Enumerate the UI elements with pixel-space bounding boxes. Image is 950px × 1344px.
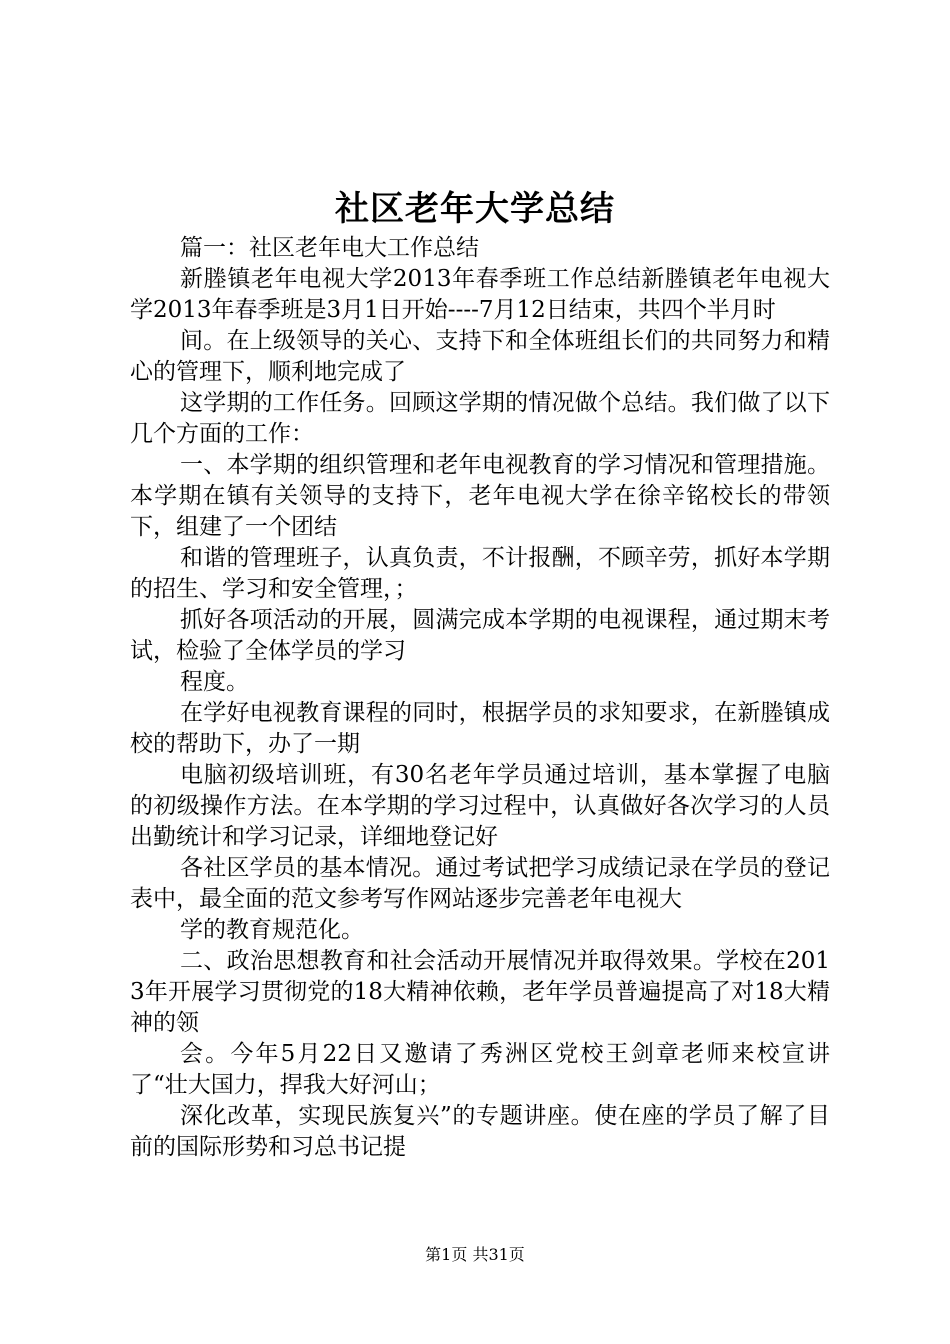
paragraph: 电脑初级培训班，有30名老年学员通过培训，基本掌握了电脑的初级操作方法。在本学期的学习过程中，认真做好各次学习的人员出勤统计和学习记录，详细地登记好 bbox=[130, 762, 830, 850]
paragraph: 二、政治思想教育和社会活动开展情况并取得效果。学校在2013年开展学习贯彻党的18大精神依赖，老年学员普遍提高了对18大精神的领 bbox=[130, 948, 830, 1036]
page-number-footer: 第1页 共31页 bbox=[425, 1245, 525, 1264]
paragraph: 间。在上级领导的关心、支持下和全体班组长们的共同努力和精心的管理下，顺利地完成了 bbox=[130, 328, 830, 385]
paragraph: 程度。 bbox=[180, 669, 249, 695]
paragraph: 这学期的工作任务。回顾这学期的情况做个总结。我们做了以下几个方面的工作： bbox=[130, 390, 830, 447]
paragraph: 深化改革，实现民族复兴”的专题讲座。使在座的学员了解了目前的国际形势和习总书记提 bbox=[130, 1103, 830, 1160]
paragraph: 一、本学期的组织管理和老年电视教育的学习情况和管理措施。本学期在镇有关领导的支持下，老年电视大学在徐辛铭校长的带领下，组建了一个团结 bbox=[130, 452, 830, 540]
paragraph: 各社区学员的基本情况。通过考试把学习成绩记录在学员的登记表中，最全面的范文参考写作网站逐步完善老年电视大 bbox=[130, 855, 830, 912]
paragraph: 和谐的管理班子，认真负责，不计报酬，不顾辛劳，抓好本学期的招生、学习和安全管理，； bbox=[130, 545, 830, 602]
paragraph: 学的教育规范化。 bbox=[180, 917, 364, 943]
paragraph: 会。今年5月22日又邀请了秀洲区党校王剑章老师来校宣讲了“壮大国力，捍我大好河山； bbox=[130, 1041, 830, 1098]
paragraph: 抓好各项活动的开展，圆满完成本学期的电视课程，通过期末考试，检验了全体学员的学习 bbox=[130, 607, 830, 664]
paragraph: 篇一：社区老年电大工作总结 bbox=[180, 235, 479, 261]
paragraph: 在学好电视教育课程的同时，根据学员的求知要求，在新塍镇成校的帮助下，办了一期 bbox=[130, 700, 830, 757]
paragraph: 新塍镇老年电视大学2013年春季班工作总结新塍镇老年电视大学2013年春季班是3月1日开始----7月12日结束，共四个半月时 bbox=[130, 266, 830, 323]
document-body bbox=[130, 233, 830, 1163]
document-title: 社区老年大学总结 bbox=[335, 189, 615, 229]
